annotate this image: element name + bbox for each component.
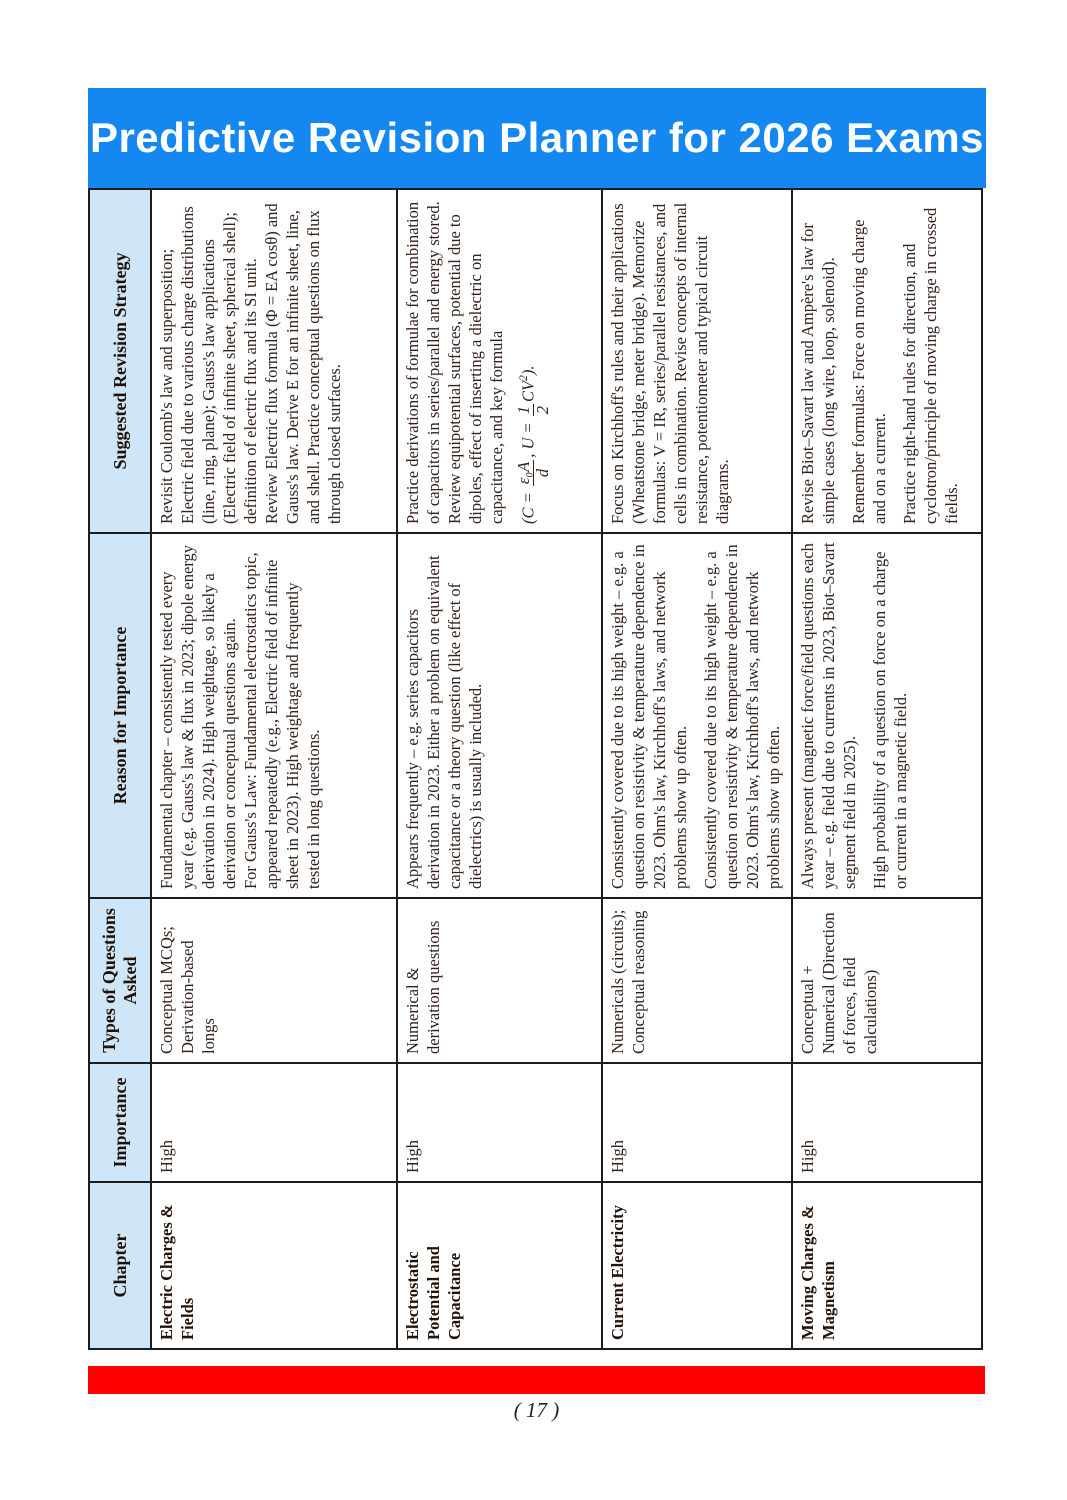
reason-paragraph: Always present (magnetic force/field questions each year – e.g. field due to currents in 2023, Biot–Savart segment field in 2025). [798, 542, 859, 889]
page-banner [88, 88, 986, 188]
types-cell: Numericals (circuits); Conceptual reasoning [602, 898, 792, 1063]
strategy-cell [602, 189, 792, 533]
strategy-cell [151, 189, 397, 533]
table-row [397, 189, 602, 1349]
col-header-importance: Importance [89, 1063, 151, 1182]
capacitance-formula: (C = ε₀A d , U = 1 2 $CV^2$). [514, 365, 552, 524]
revision-planner-table [88, 188, 983, 1350]
col-header-strategy: Suggested Revision Strategy [89, 189, 151, 533]
fraction: 1 2 [514, 405, 552, 415]
reason-paragraph: Consistently covered due to its high weight – e.g. a question on resistivity & temperature dependence in 2023. Ohm's law, Kirchhoff's laws, and network problems show up often. [608, 544, 690, 889]
strategy-paragraph: Revise Biot–Savart law and Ampère's law for simple cases (long wire, loop, solenoid). [798, 223, 838, 524]
strategy-paragraph: Revisit Coulomb's law and superposition; Electric field due to various charge distributions (line, ring, plane); Gauss's law applications (Electric field of infinite sheet, spherical shell); definition of electric flux and its SI unit. [157, 206, 260, 524]
importance-cell: High [397, 1063, 602, 1182]
types-cell: Conceptual + Numerical (Direction of forces, field calculations) [792, 898, 982, 1063]
importance-cell: High [151, 1063, 397, 1182]
strategy-cell [792, 189, 982, 533]
table-row [151, 189, 397, 1349]
reason-paragraph: Appears frequently – e.g. series capacitors derivation in 2023. Either a problem on equivalent capacitance or a theory question (like effect of dielectrics) is usually included. [403, 555, 485, 889]
strategy-paragraph: Practice right-hand rules for direction, and cyclotron/principle of moving charge in crossed fields. [900, 207, 961, 524]
strategy-paragraph: Focus on Kirchhoff's rules and their applications (Wheatstone bridge, meter bridge). Memorize formulas: V = IR, series/parallel resistances, and cells in combination. Revise concepts of internal resistance, potentiometer and typical circuit diagrams. [608, 202, 732, 524]
strategy-paragraph: Remember formulas: Force on moving charge and on a current. [849, 219, 889, 524]
reason-paragraph: Consistently covered due to its high weight – e.g. a question on resistivity & temperature dependence in 2023. Ohm's law, Kirchhoff's laws, and network problems show up often. [701, 544, 783, 889]
rotated-table-wrapper [88, 190, 981, 1350]
strategy-cell [397, 189, 602, 533]
chapter-cell: Electrostatic Potential and Capacitance [397, 1182, 602, 1349]
types-cell: Numerical & derivation questions [397, 898, 602, 1063]
reason-paragraph: For Gauss's Law: Fundamental electrostatics topic, appeared repeatedly (e.g., Electric field of infinite sheet in 2023). High weightage and frequently tested in long questions. [241, 552, 323, 889]
col-header-reason: Reason for Importance [89, 533, 151, 898]
chapter-cell: Current Electricity [602, 1182, 792, 1349]
importance-cell: High [602, 1063, 792, 1182]
col-header-chapter: Chapter [89, 1182, 151, 1349]
types-cell: Conceptual MCQs; Derivation-based longs [151, 898, 397, 1063]
reason-cell [397, 533, 602, 898]
fraction: ε₀A d [514, 461, 552, 485]
table-row [602, 189, 792, 1349]
chapter-cell: Electric Charges & Fields [151, 1182, 397, 1349]
col-header-types: Types of Questions Asked [89, 898, 151, 1063]
reason-cell [602, 533, 792, 898]
rotated-table-area [88, 190, 981, 1350]
importance-cell: High [792, 1063, 982, 1182]
page-number: ( 17 ) [513, 1398, 560, 1422]
page-title: Predictive Revision Planner for 2026 Exams [89, 114, 985, 161]
reason-paragraph: High probability of a question on force on a charge or current in a magnetic field. [870, 551, 910, 889]
chapter-cell: Moving Charges & Magnetism [792, 1182, 982, 1349]
strategy-paragraph: Review Electric flux formula (Φ = EA cosθ) and Gauss's law. Derive E for an infinite sheet, line, and shell. Practice conceptual questions on flux through closed surfaces. [262, 203, 344, 524]
reason-cell [151, 533, 397, 898]
table-header-row [89, 189, 151, 1349]
strategy-paragraph: Practice derivations of formulae for combination of capacitors in series/parallel and energy stored. Review equipotential surfaces, potential due to dipoles, effect of inserting a dielectric on capacitance, and key formula [403, 201, 506, 524]
table-row [792, 189, 982, 1349]
footer-red-bar [88, 1366, 985, 1394]
reason-cell [792, 533, 982, 898]
reason-paragraph: Fundamental chapter – consistently tested every year (e.g. Gauss's law & flux in 2023; dipole energy derivation in 2024). High weightage, so likely a derivation or conceptual questions again. [157, 544, 239, 889]
